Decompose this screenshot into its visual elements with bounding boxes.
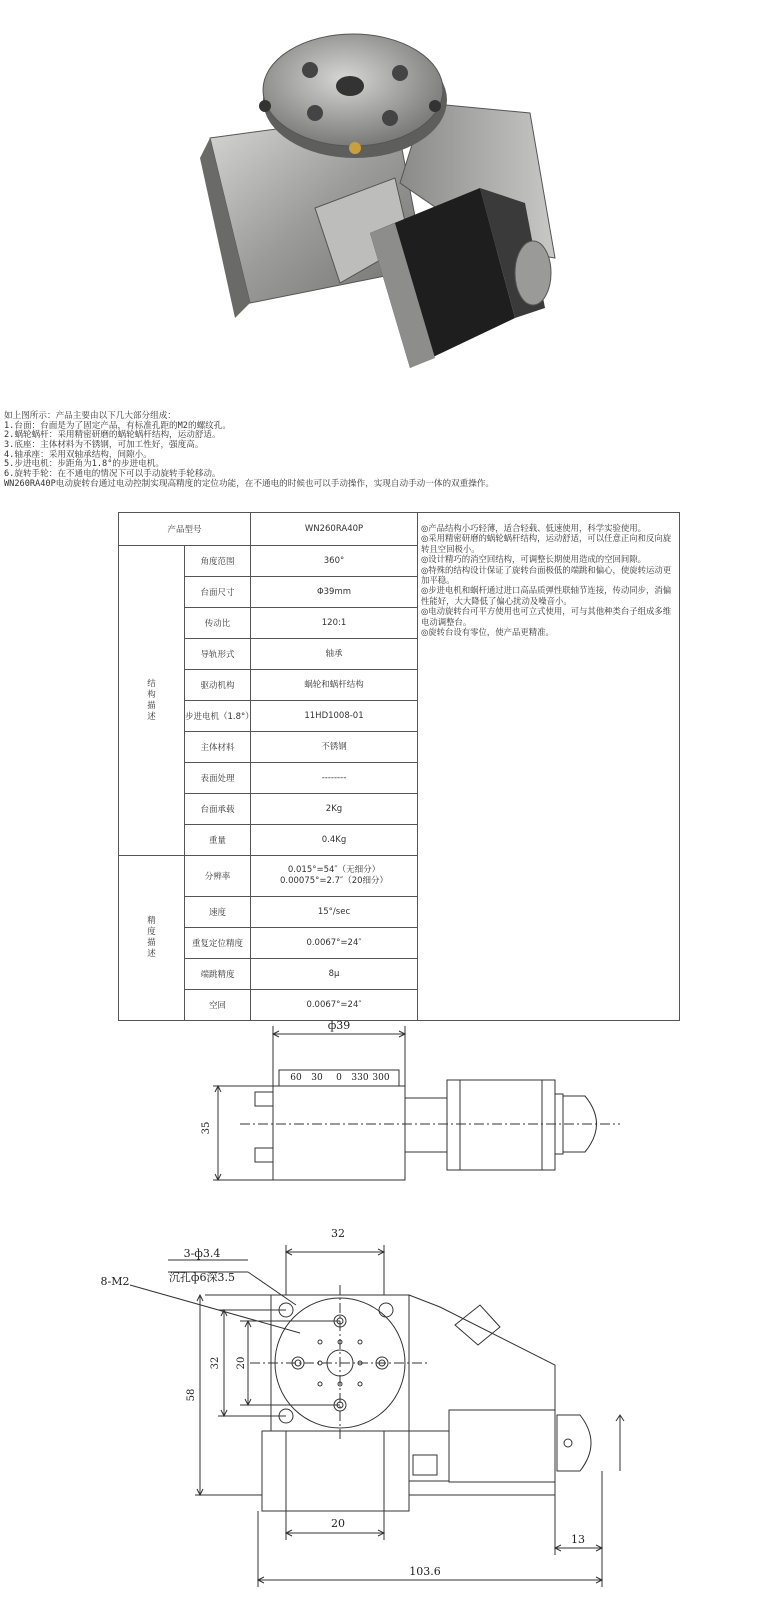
- intro-line: 6.旋转手轮：在不通电的情况下可以手动旋转手轮移动。: [4, 469, 221, 480]
- product-photo: [195, 18, 585, 378]
- row-label: 重复定位精度: [185, 928, 251, 959]
- row-label: 台面尺寸: [185, 577, 251, 608]
- intro-text: [4, 412, 774, 490]
- row-value: 15°/sec: [251, 897, 418, 928]
- dim-20-side: 20: [236, 1356, 247, 1370]
- row-value: 0.0067°=24″: [251, 990, 418, 1021]
- intro-line: 4.轴承座：采用双轴承结构，间隙小。: [4, 449, 152, 460]
- scale-330: 330: [351, 1073, 369, 1083]
- note-line: ◎电动旋转台可平方使用也可立式使用，可与其他种类台子组成多维电动调整台。: [421, 606, 672, 627]
- note-line: ◎旋转台设有零位，使产品更精准。: [421, 627, 554, 638]
- row-label: 台面承载: [185, 794, 251, 825]
- dim-20-bottom: 20: [331, 1517, 345, 1530]
- row-label: 导轨形式: [185, 639, 251, 670]
- hole-note-2: 沉孔ф6深3.5: [168, 1271, 236, 1284]
- dim-32-side: 32: [210, 1356, 221, 1370]
- row-value: --------: [251, 763, 418, 794]
- row-label: 端跳精度: [185, 959, 251, 990]
- note-line: ◎设计精巧的消空回结构，可调整长期使用造成的空回间隙。: [421, 554, 647, 565]
- row-label: 表面处理: [185, 763, 251, 794]
- group-label: 结构描述: [147, 678, 156, 722]
- row-label: 主体材料: [185, 732, 251, 763]
- notes-cell: [418, 513, 680, 1021]
- note-line: ◎产品结构小巧轻薄，适合轻载、低速使用，科学实验使用。: [421, 523, 647, 533]
- header-value: WN260RA40P: [251, 513, 418, 546]
- row-value: 不锈钢: [251, 732, 418, 763]
- row-label: 驱动机构: [185, 670, 251, 701]
- dim-58: 58: [186, 1388, 197, 1402]
- row-label: 重量: [185, 825, 251, 856]
- side-view-drawing: [0, 1020, 782, 1200]
- row-label: 空回: [185, 990, 251, 1021]
- resolution-line: 0.00075°=2.7″（20细分）: [279, 876, 389, 886]
- intro-line: WN260RA40P电动旋转台通过电动控制实现高精度的定位功能，在不通电的时候也可以手动操作，实现自动手动一体的双重操作。: [4, 478, 495, 489]
- row-label: 分辨率: [185, 856, 251, 897]
- row-value: 0.0067°=24″: [251, 928, 418, 959]
- dim-phi39: ф39: [327, 1020, 351, 1032]
- row-value: 120:1: [251, 608, 418, 639]
- intro-line: 3.底座：主体材料为不锈钢，可加工性好，强度高。: [4, 440, 204, 451]
- row-label: 步进电机（1.8°）: [185, 701, 251, 732]
- scale-0: 0: [336, 1073, 342, 1083]
- row-value: 2Kg: [251, 794, 418, 825]
- dim-13: 13: [571, 1533, 585, 1546]
- dim-103-6: 103.6: [409, 1565, 441, 1578]
- row-value: Φ39mm: [251, 577, 418, 608]
- scale-300: 300: [372, 1073, 390, 1083]
- row-label: 速度: [185, 897, 251, 928]
- row-value: 8μ: [251, 959, 418, 990]
- top-view-drawing: [0, 1215, 782, 1620]
- spec-table: [118, 512, 680, 1021]
- row-label: 传动比: [185, 608, 251, 639]
- intro-line: 1.台面：台面是为了固定产品，有标准孔距的M2的螺纹孔。: [4, 420, 231, 431]
- resolution-line: 0.015°=54″（无细分）: [287, 865, 381, 875]
- scale-60: 60: [290, 1073, 302, 1083]
- row-value: 轴承: [251, 639, 418, 670]
- note-line: ◎特殊的结构设计保证了旋转台面极低的端跳和偏心，使旋转运动更加平稳。: [421, 564, 672, 586]
- note-line: ◎步进电机和蜗杆通过进口高品质弹性联轴节连接，传动同步，消偏性能好，大大降低了偏心扰动及噪音小。: [421, 585, 672, 606]
- group-label: 精度描述: [147, 916, 156, 959]
- hole-note-1: 3-ф3.4: [183, 1247, 221, 1260]
- scale-30: 30: [311, 1073, 323, 1083]
- note-line: ◎采用精密研磨的蜗轮蜗杆结构，运动舒适，可以任意正向和反向旋转且空回极小。: [421, 533, 672, 554]
- thread-note: 8-M2: [100, 1275, 130, 1288]
- group-precision: [119, 856, 185, 1021]
- row-value: 360°: [251, 546, 418, 577]
- row-label: 角度范围: [185, 546, 251, 577]
- intro-line: 如上图所示：产品主要由以下几大部分组成：: [4, 411, 176, 421]
- intro-line: 2.蜗轮蜗杆：采用精密研磨的蜗轮蜗杆结构，运动舒适。: [4, 430, 221, 441]
- row-value: 蜗轮和蜗杆结构: [251, 670, 418, 701]
- dim-35: 35: [201, 1121, 212, 1135]
- row-value: 11HD1008-01: [251, 701, 418, 732]
- resolution-value: [251, 856, 418, 897]
- header-label: 产品型号: [119, 513, 251, 546]
- row-value: 0.4Kg: [251, 825, 418, 856]
- intro-line: 5.步进电机：步距角为1.8°的步进电机。: [4, 459, 164, 470]
- dim-32-top: 32: [331, 1227, 345, 1240]
- group-structure: [119, 546, 185, 856]
